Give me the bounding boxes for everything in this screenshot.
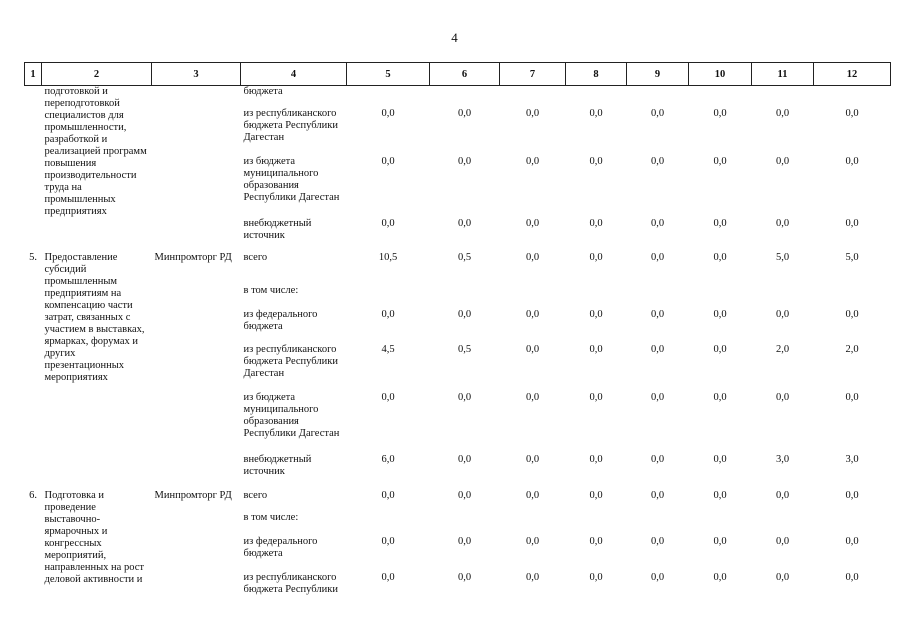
value-cell: 0,0 [713,391,727,403]
funding-source: бюджета [243,86,283,97]
value-cell [430,512,500,536]
value-cell: 2,0 [845,343,859,355]
funding-source: из федерального бюджета [243,535,318,559]
value-cell: 5,0 [845,251,859,263]
value-cell: 0,0 [775,308,790,320]
funding-source: из бюджета муниципального образования Республики Дагестан [243,155,340,203]
value-cell [752,86,814,108]
funding-source: в том числе: [243,511,299,523]
table-body [25,86,891,602]
value-cell: 0,0 [775,535,790,547]
value-cell [430,285,500,309]
value-cell: 0,0 [650,217,665,229]
value-cell: 3,0 [845,453,859,465]
value-cell: 0,0 [650,343,665,355]
value-cell: 0,0 [381,535,395,547]
value-cell [752,512,814,536]
value-cell: 10,5 [378,251,398,263]
col-header: 3 [152,63,241,86]
value-cell: 0,0 [525,251,540,263]
value-cell [752,285,814,309]
value-cell: 0,0 [589,453,603,465]
value-cell: 0,0 [650,571,665,583]
page-number: 4 [451,30,458,45]
value-cell: 0,0 [381,571,395,583]
value-cell: 4,5 [381,343,395,355]
col-header: 11 [752,63,814,86]
value-cell: 0,0 [650,489,665,501]
value-cell: 0,0 [845,155,859,167]
value-cell: 0,0 [713,155,727,167]
value-cell: 6,0 [381,453,395,465]
value-cell: 0,0 [650,391,665,403]
value-cell: 3,0 [775,453,790,465]
value-cell [814,86,891,108]
value-cell [347,86,430,108]
value-cell: 0,0 [650,251,665,263]
value-cell: 0,0 [525,343,540,355]
value-cell: 0,0 [589,489,603,501]
value-cell: 0,0 [775,391,790,403]
value-cell: 0,0 [589,308,603,320]
funding-source: из федерального бюджета [243,308,318,332]
value-cell: 0,0 [525,571,540,583]
value-cell: 0,0 [457,155,472,167]
funding-source: из республиканского бюджета Республики Дагестан [243,343,338,379]
value-cell: 0,0 [650,107,665,119]
executor [152,86,241,252]
value-cell: 0,0 [589,251,603,263]
value-cell [566,512,627,536]
value-cell: 0,0 [775,489,790,501]
value-cell: 2,0 [775,343,790,355]
value-cell: 0,0 [381,308,395,320]
value-cell [500,285,566,309]
row-number: 5. [29,251,37,263]
value-cell: 0,0 [525,155,540,167]
funding-source: из бюджета муниципального образования Республики Дагестан [243,391,340,439]
funding-source: внебюджетный источник [243,453,312,477]
value-cell [347,285,430,309]
value-cell [500,512,566,536]
value-cell: 0,0 [457,571,472,583]
executor: Минпромторг РД [154,489,232,501]
value-cell: 0,0 [845,535,859,547]
value-cell: 0,0 [713,535,727,547]
value-cell: 0,0 [650,453,665,465]
value-cell: 0,0 [525,489,540,501]
measure-name: Подготовка и проведение выставочно-ярмарочных и конгрессных мероприятий, направленных на рост деловой активности и [44,489,144,585]
value-cell: 0,0 [713,107,727,119]
value-cell [566,285,627,309]
funding-source: внебюджетный источник [243,217,312,241]
value-cell: 0,0 [525,217,540,229]
value-cell [689,86,752,108]
row-number: 6. [29,489,37,501]
col-header: 4 [241,63,347,86]
value-cell: 0,0 [381,489,395,501]
value-cell: 0,0 [381,155,395,167]
value-cell: 0,0 [713,489,727,501]
value-cell: 0,0 [589,155,603,167]
value-cell: 0,0 [525,535,540,547]
value-cell: 0,0 [589,107,603,119]
value-cell: 5,0 [775,251,790,263]
col-header: 10 [689,63,752,86]
value-cell: 0,0 [457,535,472,547]
value-cell [627,285,689,309]
row-number [25,86,42,252]
value-cell: 0,0 [713,571,727,583]
value-cell: 0,0 [457,453,472,465]
value-cell: 0,0 [845,391,859,403]
value-cell: 0,0 [845,308,859,320]
table-row [25,490,891,512]
value-cell: 0,0 [775,155,790,167]
value-cell [814,512,891,536]
value-cell: 0,0 [457,107,472,119]
value-cell: 0,0 [775,571,790,583]
value-cell: 0,0 [381,391,395,403]
measure-name: подготовкой и переподготовкой специалистов для промышленности, разработкой и реализацией программ повышения производительности труда на промышленных предприятиях [44,86,147,217]
col-header: 6 [430,63,500,86]
col-header: 7 [500,63,566,86]
table-row [25,86,891,108]
funding-source: из республиканского бюджета Республики Дагестан [243,107,338,143]
col-header: 12 [814,63,891,86]
value-cell: 0,0 [713,453,727,465]
value-cell: 0,5 [457,251,472,263]
value-cell [566,86,627,108]
value-cell: 0,0 [589,535,603,547]
col-header: 8 [566,63,627,86]
value-cell: 0,0 [525,391,540,403]
value-cell: 0,0 [845,571,859,583]
value-cell: 0,0 [589,391,603,403]
value-cell [689,512,752,536]
value-cell: 0,0 [589,217,603,229]
value-cell: 0,0 [713,343,727,355]
funding-source: из республиканского бюджета Республики [243,571,338,595]
value-cell: 0,0 [589,343,603,355]
value-cell: 0,5 [457,343,472,355]
value-cell: 0,0 [713,217,727,229]
col-header: 2 [42,63,152,86]
value-cell [627,86,689,108]
value-cell [814,285,891,309]
col-header: 5 [347,63,430,86]
value-cell [430,86,500,108]
value-cell: 0,0 [525,453,540,465]
executor: Минпромторг РД [154,251,232,263]
funding-source: всего [243,251,268,263]
value-cell: 0,0 [650,535,665,547]
value-cell [627,512,689,536]
value-cell: 0,0 [457,489,472,501]
funding-source: в том числе: [243,284,299,296]
col-header: 1 [25,63,42,86]
value-cell: 0,0 [845,107,859,119]
value-cell: 0,0 [525,308,540,320]
value-cell: 0,0 [525,107,540,119]
value-cell: 0,0 [650,155,665,167]
value-cell: 0,0 [713,308,727,320]
value-cell: 0,0 [775,107,790,119]
value-cell: 0,0 [650,308,665,320]
value-cell [689,285,752,309]
value-cell: 0,0 [457,391,472,403]
value-cell: 0,0 [713,251,727,263]
col-header: 9 [627,63,689,86]
value-cell [500,86,566,108]
value-cell: 0,0 [589,571,603,583]
header-row [25,63,891,86]
table-row [25,252,891,285]
value-cell: 0,0 [457,308,472,320]
value-cell: 0,0 [845,489,859,501]
measure-name: Предоставление субсидий промышленным предприятиям на компенсацию части затрат, связанных с участием в выставках, ярмарках, форумах и других презентационных мероприятиях [44,251,145,383]
value-cell: 0,0 [381,107,395,119]
budget-table [24,62,891,602]
funding-source: всего [243,489,268,501]
value-cell: 0,0 [457,217,472,229]
value-cell [347,512,430,536]
value-cell: 0,0 [845,217,859,229]
value-cell: 0,0 [775,217,790,229]
value-cell: 0,0 [381,217,395,229]
